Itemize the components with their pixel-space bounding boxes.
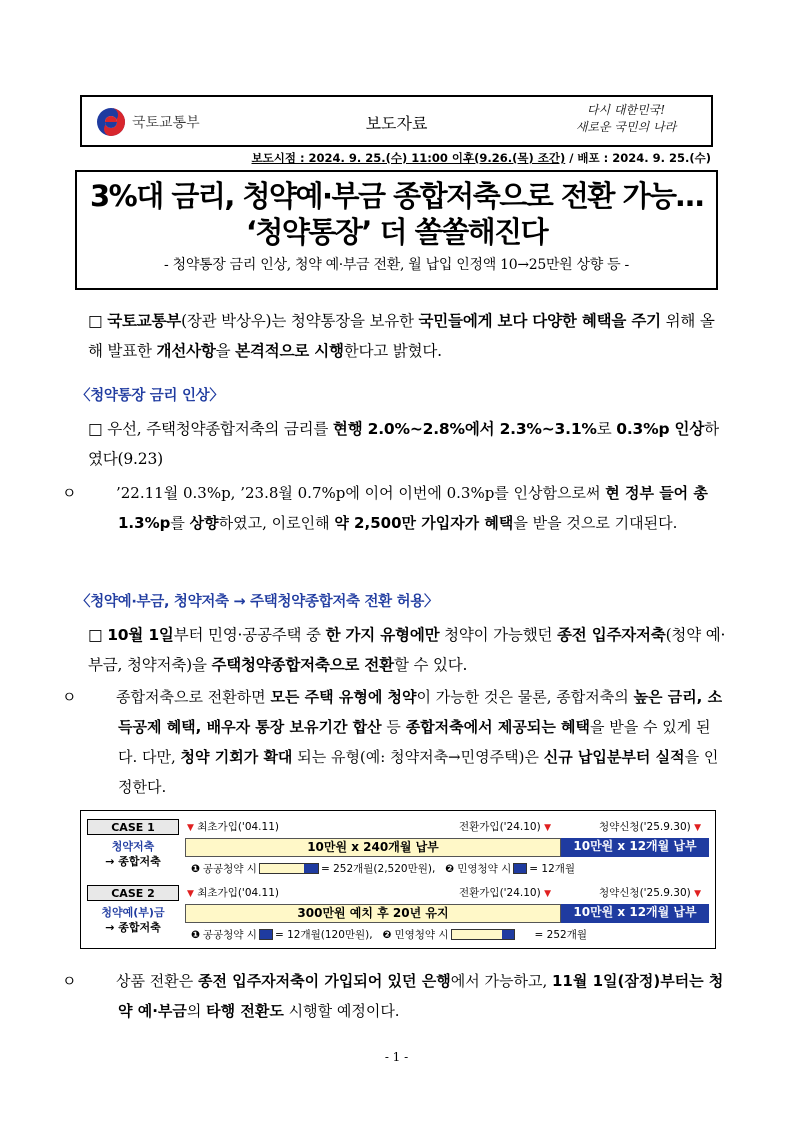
marker-text: 최초가입('04.11) <box>197 821 279 833</box>
marker-apply <box>599 819 701 834</box>
legend-label: 민영청약 시 <box>394 929 449 941</box>
case-name-to: → 종합저축 <box>105 921 161 934</box>
marker-start <box>187 819 279 834</box>
intro-paragraph <box>88 306 728 366</box>
marker-apply <box>599 885 701 900</box>
bold-text: 국토교통부 <box>107 312 182 330</box>
slogan-line2: 새로운 국민의 나라 <box>575 120 677 134</box>
down-triangle-icon: ▼ <box>544 889 551 899</box>
bold-text: 10월 1일 <box>107 626 174 644</box>
bold-text: 11월 1일(잠정)부터는 청약 예·부금 <box>118 972 724 1020</box>
marker-text: 최초가입('04.11) <box>197 887 279 899</box>
bold-text: 종전 입주자저축 <box>556 626 666 644</box>
down-triangle-icon: ▼ <box>187 823 194 833</box>
text: 을 받을 것으로 기대된다. <box>513 514 678 532</box>
legend-label: 민영청약 시 <box>457 863 512 875</box>
box-marker: □ <box>88 312 103 330</box>
marker-text: 청약신청('25.9.30) <box>599 887 691 899</box>
legend-value: = 12개월 <box>529 863 576 875</box>
text: 을 받을 수 있게 된다. 다만, <box>118 718 711 766</box>
legend-number: ❷ <box>445 862 455 875</box>
text: 하였다(9.23) <box>88 420 719 468</box>
legend-bar-fill <box>502 930 514 939</box>
case-name <box>87 905 179 935</box>
legend-blue-box <box>513 863 527 874</box>
down-triangle-icon: ▼ <box>694 889 701 899</box>
headline-line2: ‘청약통장’ 더 쏠쏠해진다 <box>245 215 548 249</box>
bold-text: 한 가지 유형에만 <box>325 626 440 644</box>
text: 우선, 주택청약종합저축의 금리를 <box>107 420 333 438</box>
case-name-to: → 종합저축 <box>105 855 161 868</box>
marker-text: 청약신청('25.9.30) <box>599 821 691 833</box>
down-triangle-icon: ▼ <box>187 889 194 899</box>
bold-text: 현행 2.0%~2.8%에서 2.3%~3.1% <box>332 420 597 438</box>
bold-text: 약 2,500만 가입자가 혜택 <box>334 514 514 532</box>
text: 을 인정한다. <box>118 748 719 796</box>
legend-label: 공공청약 시 <box>202 863 257 875</box>
press-header <box>80 95 713 147</box>
bullet-marker: ㅇ <box>62 484 77 502</box>
conversion-bullet <box>62 682 728 802</box>
bold-text: 청약 기회가 확대 <box>180 748 293 766</box>
case-label: CASE 2 <box>87 885 179 901</box>
text: 종합저축으로 전환하면 <box>116 688 271 706</box>
conversion-paragraph <box>88 620 728 680</box>
text: 을 <box>215 342 236 360</box>
text: 이 가능한 것은 물론, 종합저축의 <box>416 688 634 706</box>
legend-value: = 12개월(120만원), <box>274 929 373 941</box>
down-triangle-icon: ▼ <box>544 823 551 833</box>
bold-text: 0.3%p 인상 <box>616 420 705 438</box>
section-heading-rate: 〈청약통장 금리 인상〉 <box>76 388 224 404</box>
legend-number: ❶ <box>191 862 200 875</box>
text: 되는 유형(예: 청약저축→민영주택)은 <box>292 748 544 766</box>
marker-convert <box>459 819 551 834</box>
text: 청약이 가능했던 <box>439 626 557 644</box>
legend-value: = 252개월(2,520만원), <box>320 863 436 875</box>
section-heading-conversion: 〈청약예·부금, 청약저축 → 주택청약종합저축 전환 허용〉 <box>76 594 439 610</box>
text: (청약 예·부금, 청약저축)을 <box>88 626 726 674</box>
text: (장관 박상우)는 청약통장을 보유한 <box>181 312 419 330</box>
slogan <box>551 102 701 136</box>
bold-text: 현 정부 들어 총 1.3%p <box>118 484 708 532</box>
case-name <box>87 839 179 869</box>
bold-text: 상향 <box>189 514 219 532</box>
bold-text: 모든 주택 유형에 청약 <box>270 688 417 706</box>
legend-number: ❶ <box>191 928 200 941</box>
case-name-from: 청약저축 <box>111 840 155 853</box>
legend-number: ❷ <box>382 928 392 941</box>
marker-text: 전환가입('24.10) <box>459 821 541 833</box>
doc-type: 보도자료 <box>365 114 428 133</box>
bold-text: 본격적으로 시행 <box>235 342 344 360</box>
text: 를 <box>170 514 190 532</box>
text: 의 <box>186 1002 207 1020</box>
case-illustration <box>80 810 716 949</box>
bold-text: 신규 납입분부터 실적 <box>543 748 685 766</box>
text: 부터 민영·공공주택 중 <box>173 626 326 644</box>
text: 시행할 예정이다. <box>283 1002 400 1020</box>
legend-full-bar <box>259 863 319 874</box>
title-box <box>75 170 718 290</box>
text: ’22.11월 0.3%p, ’23.8월 0.7%p에 이어 이번에 0.3%p를 인상함으로써 <box>116 484 606 502</box>
bold-text: 국민들에게 보다 다양한 혜택을 주기 <box>418 312 661 330</box>
case-legend <box>191 927 587 942</box>
down-triangle-icon: ▼ <box>694 823 701 833</box>
legend-blue-box <box>259 929 273 940</box>
bold-text: 종합저축에서 제공되는 혜택 <box>405 718 591 736</box>
bar-existing: 10만원 x 240개월 납부 <box>185 838 561 857</box>
slogan-line1: 다시 대한민국! <box>586 103 666 117</box>
bar-converted: 10만원 x 12개월 납부 <box>561 904 709 923</box>
case-legend <box>191 861 575 876</box>
bullet-marker: ㅇ <box>62 688 77 706</box>
case-label: CASE 1 <box>87 819 179 835</box>
text: 위해 올해 발표한 <box>88 312 715 360</box>
bold-text: 개선사항 <box>156 342 216 360</box>
marker-text: 전환가입('24.10) <box>459 887 541 899</box>
text: 하였고, 이로인해 <box>218 514 335 532</box>
page-number: - 1 - <box>384 1050 409 1064</box>
legend-label: 공공청약 시 <box>202 929 257 941</box>
bold-text: 타행 전환도 <box>206 1002 284 1020</box>
text: 등 <box>381 718 406 736</box>
legend-bar-fill <box>304 864 318 873</box>
text: 로 <box>596 420 617 438</box>
rate-paragraph <box>88 414 728 474</box>
headline-subtitle: - 청약통장 금리 인상, 청약 예·부금 전환, 월 납입 인정액 10→25만원 상향 등 - <box>164 257 629 273</box>
text: 할 수 있다. <box>393 656 468 674</box>
bullet-marker: ㅇ <box>62 972 77 990</box>
text: 상품 전환은 <box>116 972 198 990</box>
headline-line1: 3%대 금리, 청약예·부금 종합저축으로 전환 가능… <box>89 179 703 213</box>
ministry-name: 국토교통부 <box>132 115 200 131</box>
bold-text: 주택청약종합저축으로 전환 <box>211 656 394 674</box>
case-name-from: 청약예(부)금 <box>101 906 165 919</box>
bar-existing: 300만원 예치 후 20년 유지 <box>185 904 561 923</box>
bar-converted: 10만원 x 12개월 납부 <box>561 838 709 857</box>
box-marker: □ <box>88 420 103 438</box>
embargo-line <box>252 150 712 166</box>
embargo-time: 보도시점 : 2024. 9. 25.(수) 11:00 이후(9.26.(목) 조간) <box>251 151 566 165</box>
legend-full-bar <box>451 929 515 940</box>
rate-bullet <box>62 478 728 538</box>
text: 한다고 밝혔다. <box>343 342 442 360</box>
closing-bullet <box>62 966 728 1026</box>
bold-text: 종전 입주자저축이 가입되어 있던 은행 <box>198 972 451 990</box>
box-marker: □ <box>88 626 103 644</box>
bold-text: 높은 금리, 소득공제 혜택, 배우자 통장 보유기간 합산 <box>118 688 723 736</box>
release-date: / 배포 : 2024. 9. 25.(수) <box>565 151 711 165</box>
legend-value: = 252개월 <box>534 929 588 941</box>
marker-start <box>187 885 279 900</box>
marker-convert <box>459 885 551 900</box>
text: 에서 가능하고, <box>450 972 552 990</box>
